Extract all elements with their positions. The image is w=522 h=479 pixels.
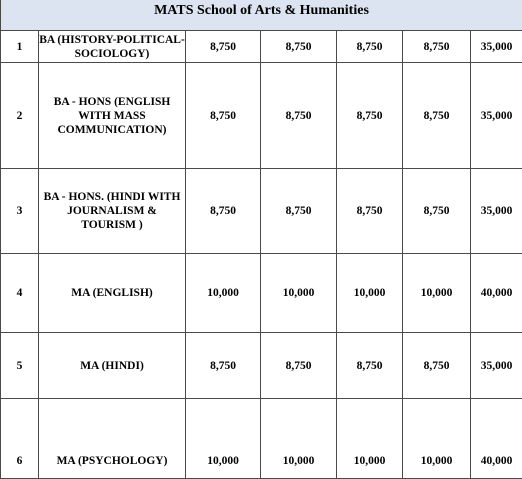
fee-installment-3: 8,750 [337, 31, 403, 63]
fee-total: 35,000 [471, 169, 522, 254]
fee-installment-3: 8,750 [337, 333, 403, 399]
fee-installment-3: 10,000 [337, 399, 403, 479]
program-name: MA (ENGLISH) [39, 254, 186, 333]
fee-installment-1: 8,750 [186, 169, 261, 254]
fee-installment-3: 10,000 [337, 254, 403, 333]
fee-installment-2: 8,750 [261, 333, 337, 399]
fee-installment-3: 8,750 [337, 169, 403, 254]
fee-installment-2: 10,000 [261, 254, 337, 333]
fee-total: 35,000 [471, 333, 522, 399]
fee-installment-1: 8,750 [186, 63, 261, 169]
school-title: MATS School of Arts & Humanities [1, 0, 522, 31]
fee-installment-2: 10,000 [261, 399, 337, 479]
fee-installment-3: 8,750 [337, 63, 403, 169]
program-name: MA (HINDI) [39, 333, 186, 399]
table-row [1, 333, 522, 399]
fee-installment-1: 8,750 [186, 333, 261, 399]
program-name: BA (HISTORY-POLITICAL-SOCIOLOGY) [39, 31, 186, 63]
program-name: BA - HONS. (HINDI WITH JOURNALISM & TOURISM ) [39, 169, 186, 254]
serial-number: 1 [1, 31, 39, 63]
fee-total: 35,000 [471, 63, 522, 169]
fee-installment-1: 8,750 [186, 31, 261, 63]
program-name: BA - HONS (ENGLISH WITH MASS COMMUNICATION) [39, 63, 186, 169]
fee-installment-2: 8,750 [261, 63, 337, 169]
fee-installment-2: 8,750 [261, 169, 337, 254]
table-row [1, 31, 522, 63]
table-row [1, 399, 522, 479]
fee-total: 40,000 [471, 399, 522, 479]
serial-number: 3 [1, 169, 39, 254]
title-row [1, 0, 522, 31]
table-row [1, 169, 522, 254]
table-row [1, 63, 522, 169]
serial-number: 4 [1, 254, 39, 333]
table-row [1, 254, 522, 333]
program-name: MA (PSYCHOLOGY) [39, 399, 186, 479]
fee-installment-1: 10,000 [186, 254, 261, 333]
fee-installment-4: 10,000 [403, 254, 471, 333]
fee-installment-4: 8,750 [403, 31, 471, 63]
fee-installment-1: 10,000 [186, 399, 261, 479]
fee-installment-4: 8,750 [403, 169, 471, 254]
serial-number: 2 [1, 63, 39, 169]
serial-number: 5 [1, 333, 39, 399]
fee-total: 40,000 [471, 254, 522, 333]
fee-installment-4: 8,750 [403, 333, 471, 399]
fee-installment-2: 8,750 [261, 31, 337, 63]
fee-total: 35,000 [471, 31, 522, 63]
fee-installment-4: 8,750 [403, 63, 471, 169]
fee-installment-4: 10,000 [403, 399, 471, 479]
serial-number: 6 [1, 399, 39, 479]
